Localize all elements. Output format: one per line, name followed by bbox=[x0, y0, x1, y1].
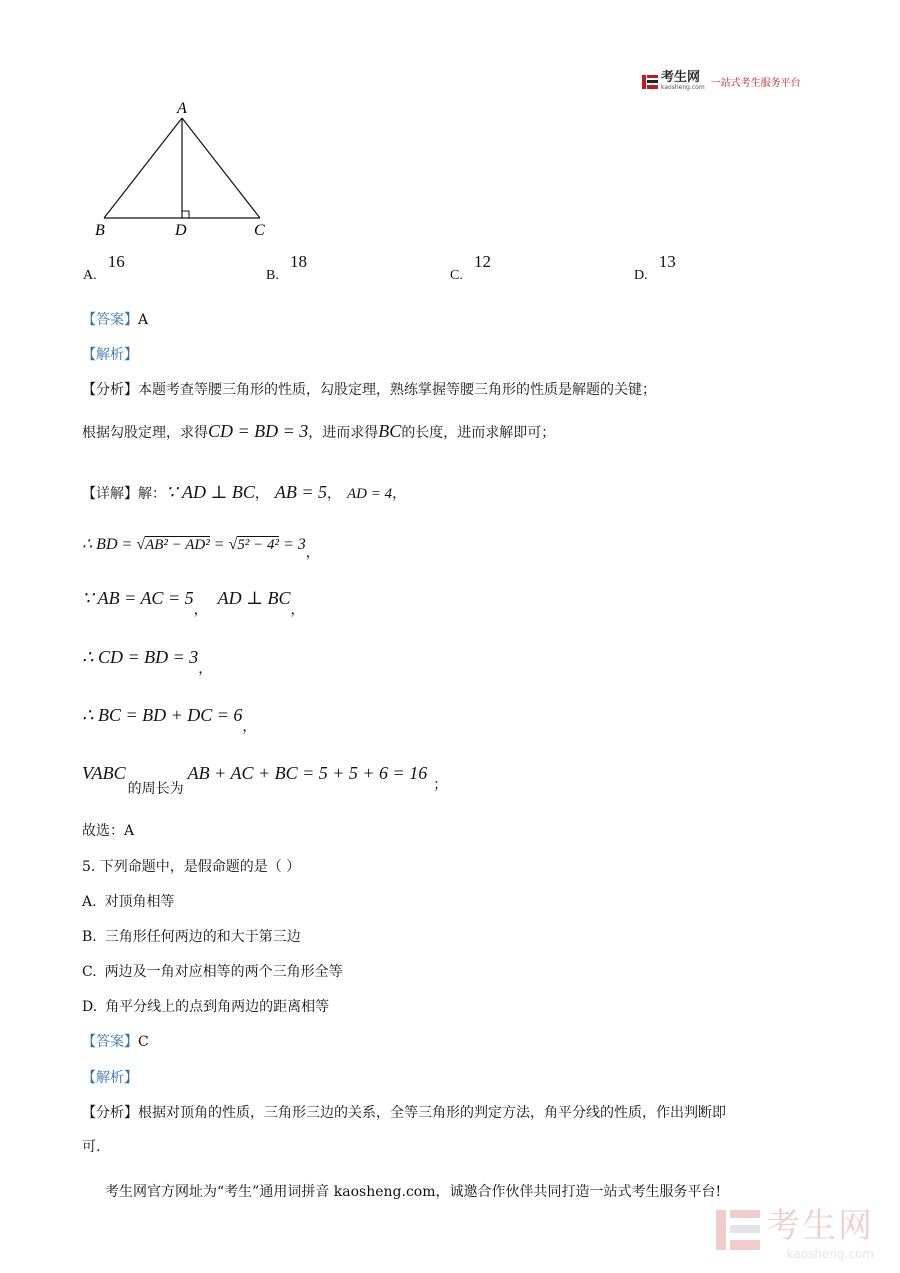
watermark-domain: kaosheng.com bbox=[786, 1247, 874, 1261]
q5-fenxi: 【分析】根据对顶角的性质，三角形三边的关系，全等三角形的判定方法，角平分线的性质，作出判断即 bbox=[82, 1105, 726, 1121]
side-ac bbox=[182, 118, 260, 218]
radicand-1: AB² − AD² bbox=[145, 537, 210, 553]
q5-option-d: D. 角平分线上的点到角两边的距离相等 bbox=[82, 999, 330, 1015]
header-slogan: 一站式考生服务平台 bbox=[710, 78, 801, 89]
logo-domain: kaosheng.com bbox=[661, 84, 705, 91]
vertex-b-label: B bbox=[95, 222, 105, 239]
q4-step2: ∵ AB = AC = 5，AD ⊥ BC， bbox=[82, 588, 305, 618]
q4-line2: 根据勾股定理，求得CD = BD = 3，进而求得BC的长度，进而求解即可； bbox=[82, 421, 556, 441]
q4-option-c: C. 12 bbox=[450, 252, 491, 283]
q4-step4: ∴ BC = BD + DC = 6， bbox=[82, 705, 257, 735]
page-footer: 考生网官方网址为“考生”通用词拼音 kaosheng.com，诚邀合作伙伴共同打造一站式考生服务平台! bbox=[105, 1184, 722, 1200]
vertex-a-label: A bbox=[177, 100, 187, 117]
q4-step3: ∴ CD = BD = 3， bbox=[82, 647, 213, 677]
triangle-figure bbox=[90, 95, 280, 245]
q5-analysis-tag: 【解析】 bbox=[82, 1070, 138, 1086]
q4-step5: VABC的周长为AB + AC + BC = 5 + 5 + 6 = 16； bbox=[82, 763, 448, 797]
q4-fenxi: 【分析】本题考查等腰三角形的性质，勾股定理，熟练掌握等腰三角形的性质是解题的关键； bbox=[82, 382, 656, 398]
q5-fenxi-cont: 可. bbox=[82, 1139, 101, 1155]
header-brand bbox=[642, 72, 801, 91]
right-angle-mark bbox=[182, 211, 189, 218]
q4-analysis-tag: 【解析】 bbox=[82, 347, 138, 363]
watermark bbox=[716, 1198, 874, 1261]
q4-choice: 故选：A bbox=[82, 823, 135, 839]
watermark-text: 考生网 bbox=[766, 1206, 874, 1246]
q4-answer: 【答案】A bbox=[82, 312, 149, 328]
q5-option-b: B. 三角形任何两边的和大于第三边 bbox=[82, 929, 301, 945]
q4-step1: ∴ BD = √AB² − AD² = √5² − 4² = 3， bbox=[82, 536, 320, 561]
q5-option-a: A. 对顶角相等 bbox=[82, 894, 175, 910]
side-ab bbox=[104, 118, 182, 218]
watermark-logo-icon bbox=[716, 1208, 760, 1252]
logo-name: 考生网 bbox=[661, 70, 701, 85]
vertex-c-label: C bbox=[254, 222, 265, 239]
q4-option-d: D. 13 bbox=[634, 252, 676, 283]
q4-option-b: B. 18 bbox=[266, 252, 307, 283]
q5-option-c: C. 两边及一角对应相等的两个三角形全等 bbox=[82, 964, 343, 980]
kaosheng-logo-icon bbox=[642, 74, 658, 90]
vertex-d-label: D bbox=[175, 222, 187, 239]
q5-answer: 【答案】C bbox=[82, 1034, 149, 1050]
radicand-2: 5² − 4² bbox=[237, 537, 279, 553]
q4-detail: 【详解】解：∵ AD ⊥ BC， AB = 5， AD = 4， bbox=[82, 482, 407, 502]
q4-option-a: A. 16 bbox=[83, 252, 125, 283]
q5-stem: 5. 下列命题中，是假命题的是（ ） bbox=[82, 859, 301, 875]
